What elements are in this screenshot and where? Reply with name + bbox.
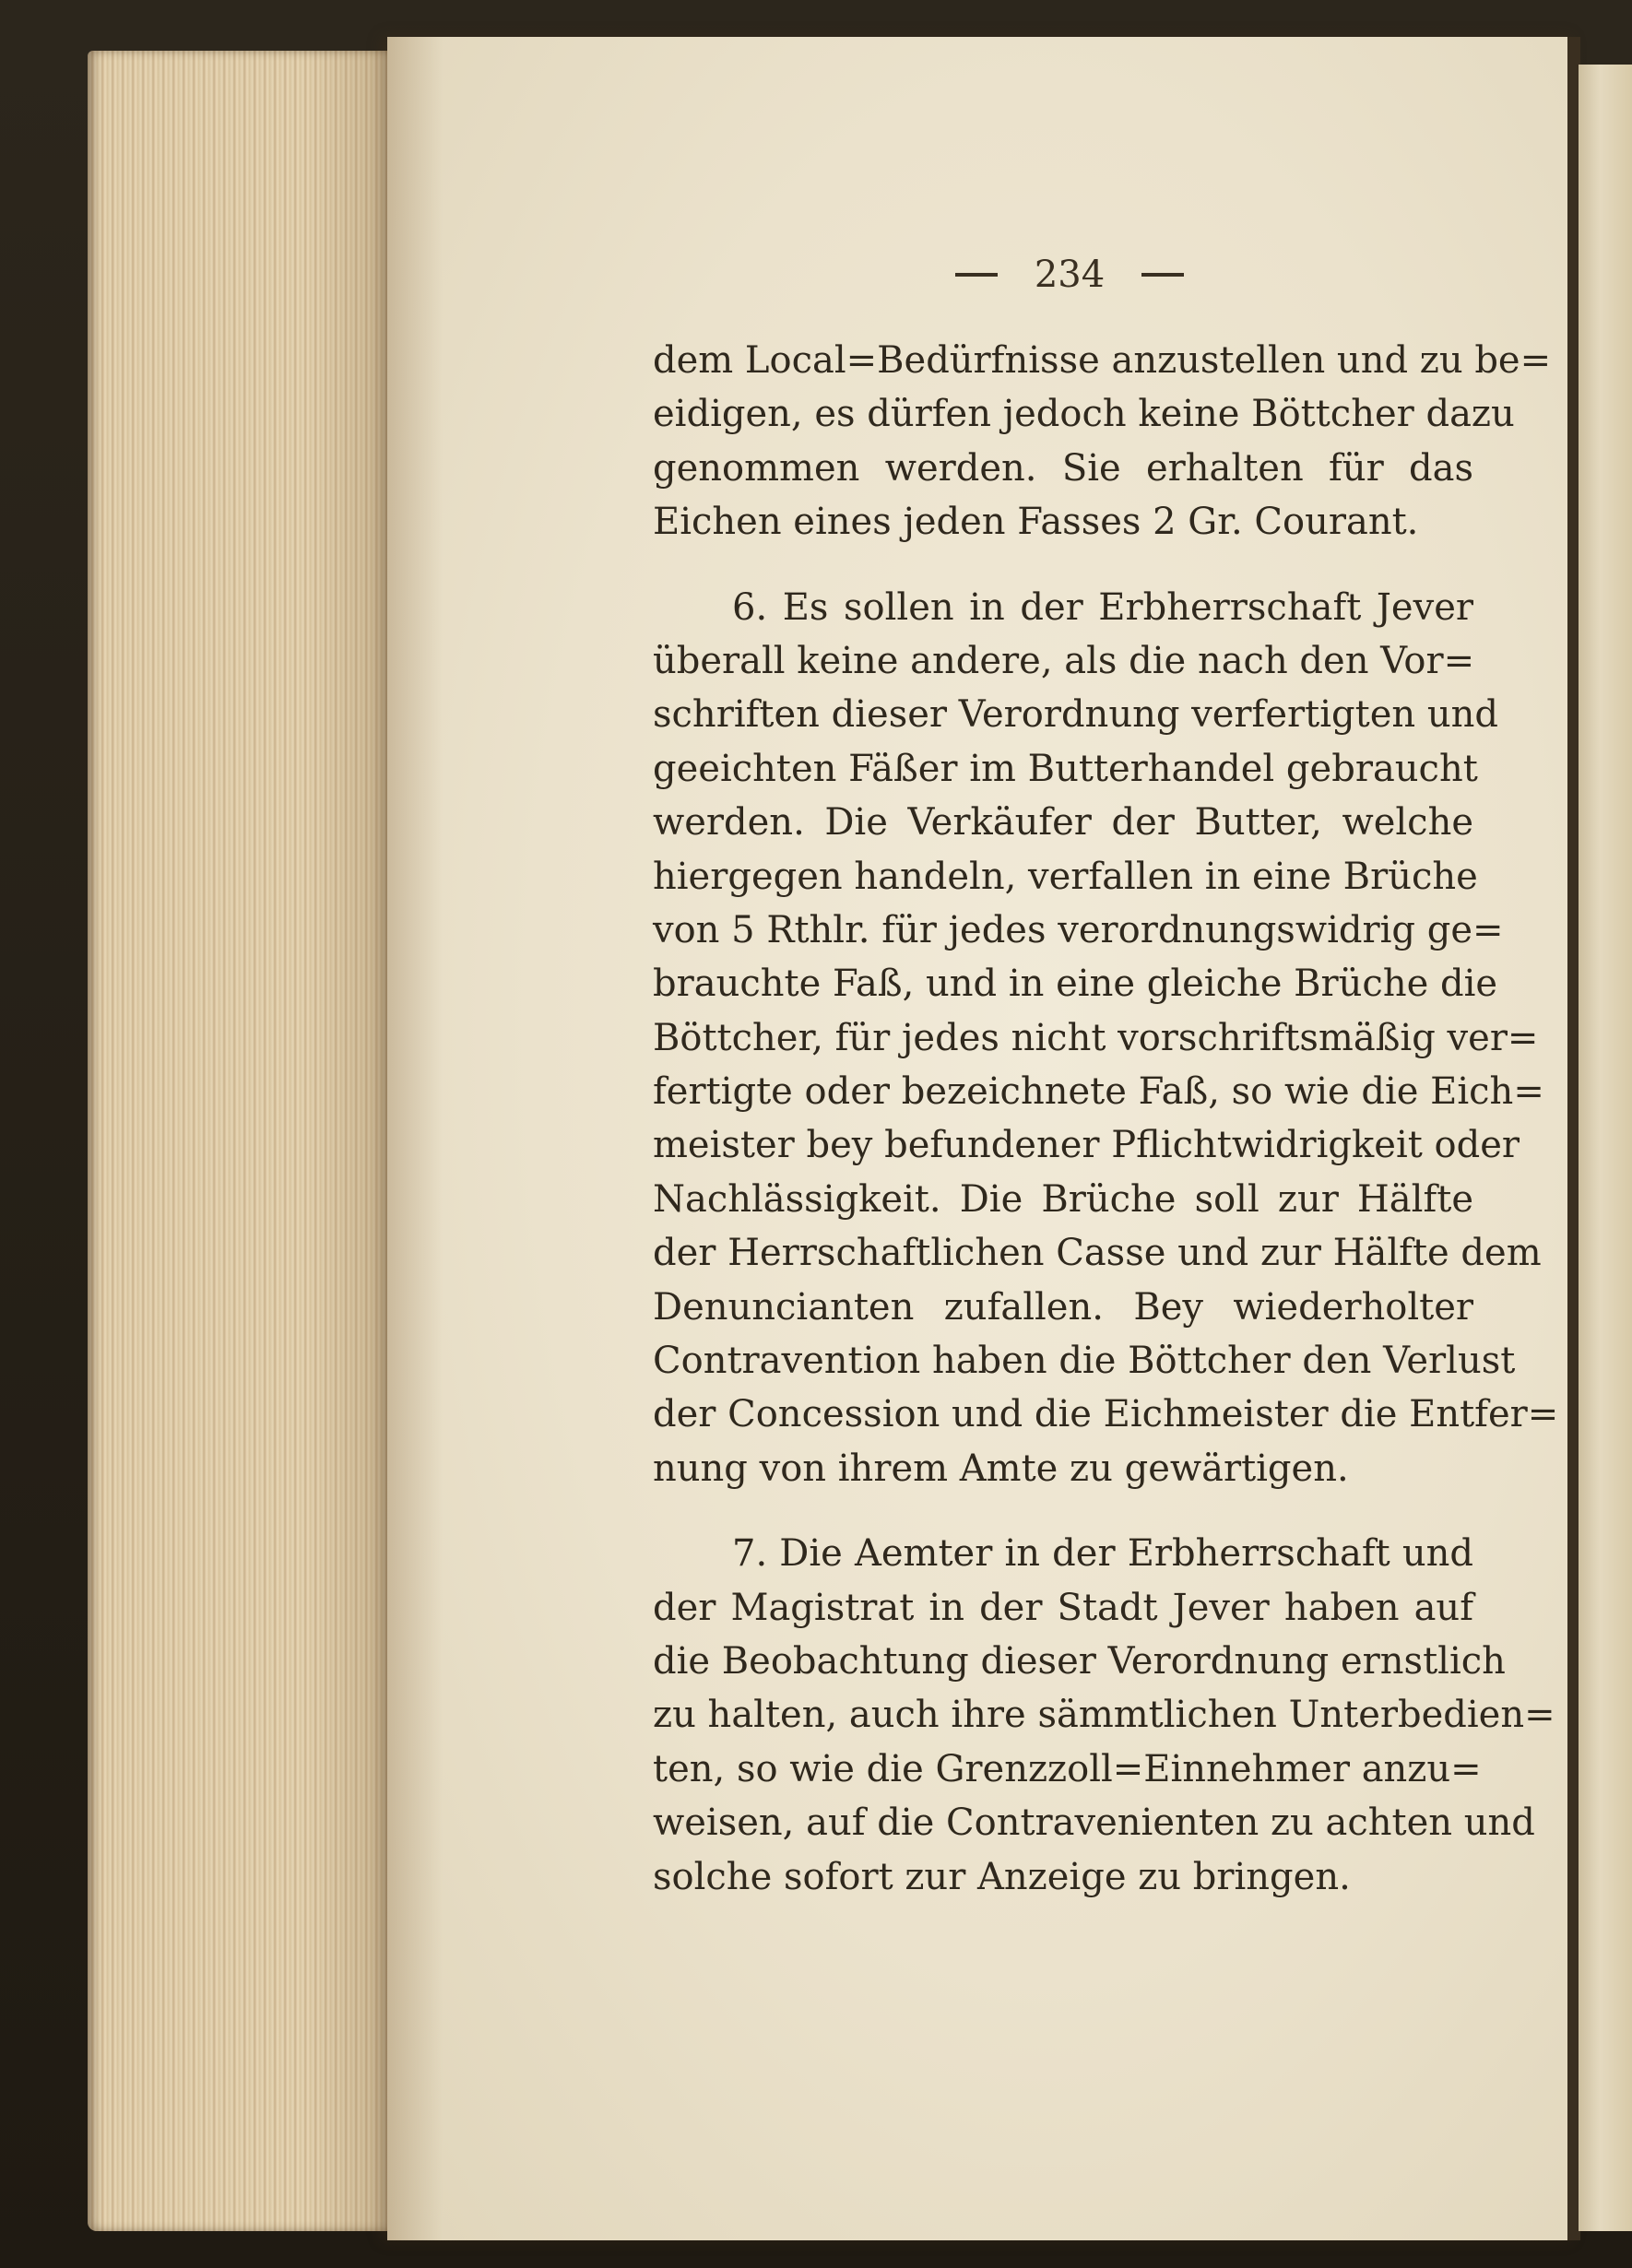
- text-line: brauchte Faß, und in eine gleiche Brüche die: [653, 963, 1498, 1006]
- text-line: Eichen eines jeden Fasses 2 Gr. Courant.: [653, 501, 1419, 544]
- text-line: weisen, auf die Contravenienten zu achten und: [653, 1801, 1535, 1845]
- next-page-edge: [1579, 65, 1632, 2231]
- text-line: werden. Die Verkäufer der Butter, welche: [653, 801, 1473, 845]
- text-line: ten, so wie die Grenzzoll=Einnehmer anzu=: [653, 1747, 1482, 1790]
- text-line: zu halten, auch ihre sämmtlichen Unterbedien=: [653, 1694, 1555, 1737]
- text-line: genommen werden. Sie erhalten für das: [653, 446, 1473, 490]
- text-line: der Magistrat in der Stadt Jever haben auf: [653, 1586, 1473, 1629]
- header-dash-right: [1141, 273, 1184, 277]
- text-line: 6. Es sollen in der Erbherrschaft Jever: [732, 585, 1473, 629]
- paragraph-gap: [653, 1495, 1473, 1527]
- page-body-text: [653, 334, 1559, 1904]
- text-line: von 5 Rthlr. für jedes verordnungswidrig ge=: [653, 908, 1504, 951]
- text-line: überall keine andere, als die nach den Vor=: [653, 639, 1475, 682]
- text-line: hiergegen handeln, verfallen in eine Brüche: [653, 855, 1478, 898]
- text-line: Contravention haben die Böttcher den Verlust: [653, 1340, 1516, 1383]
- header-dash-left: [955, 273, 998, 277]
- text-line: Böttcher, für jedes nicht vorschriftsmäßig ver=: [653, 1016, 1539, 1059]
- text-line: solche sofort zur Anzeige zu bringen.: [653, 1855, 1351, 1898]
- text-line: Nachlässigkeit. Die Brüche soll zur Hälfte: [653, 1177, 1473, 1221]
- text-line: der Herrschaftlichen Casse und zur Hälfte dem: [653, 1232, 1542, 1275]
- text-line: nung von ihrem Amte zu gewärtigen.: [653, 1447, 1349, 1490]
- page-number: 234: [1034, 254, 1106, 296]
- text-line: eidigen, es dürfen jedoch keine Böttcher dazu: [653, 393, 1515, 436]
- paragraph-gap: [653, 549, 1473, 581]
- text-line: fertigte oder bezeichnete Faß, so wie die Eich=: [653, 1070, 1544, 1114]
- text-line: der Concession und die Eichmeister die Entfer=: [653, 1393, 1559, 1436]
- text-line: die Beobachtung dieser Verordnung ernstlich: [653, 1639, 1506, 1683]
- page-header: [922, 247, 1217, 302]
- text-line: schriften dieser Verordnung verfertigten und: [653, 693, 1498, 737]
- text-line: geeichten Fäßer im Butterhandel gebraucht: [653, 747, 1478, 790]
- text-line: meister bey befundener Pflichtwidrigkeit oder: [653, 1124, 1520, 1167]
- page-stack-shadow: [304, 51, 396, 2231]
- text-line: Denuncianten zufallen. Bey wiederholter: [653, 1285, 1473, 1329]
- text-line: dem Local=Bedürfnisse anzustellen und zu be=: [653, 339, 1552, 382]
- page-gutter-shadow: [387, 37, 443, 2240]
- text-line: 7. Die Aemter in der Erbherrschaft und: [732, 1532, 1473, 1576]
